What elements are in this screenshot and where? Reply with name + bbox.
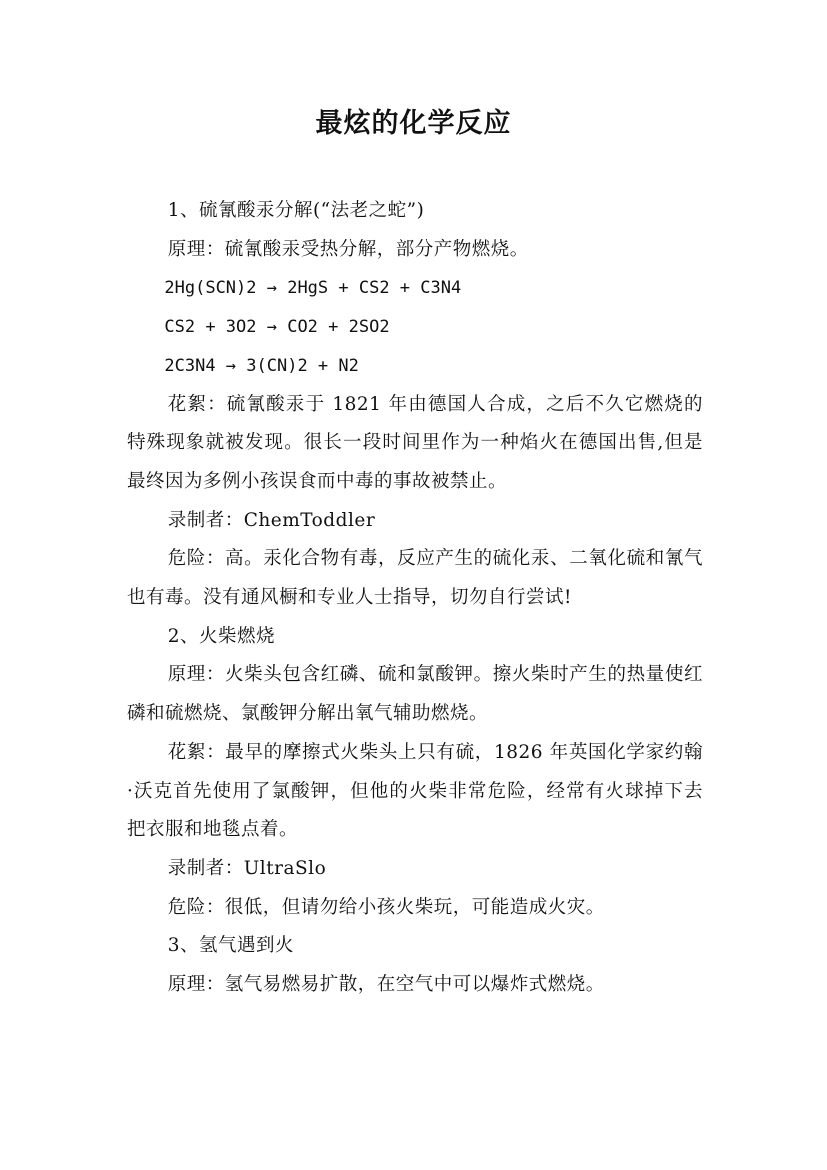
equation-line: CS2 + 3O2 → CO2 + 2SO2 xyxy=(164,317,390,338)
equation-line: 2C3N4 → 3(CN)2 + N2 xyxy=(164,355,359,376)
principle-paragraph: 原理：火柴头包含红磷、硫和氯酸钾。擦火柴时产生的热量使红磷和硫燃烧、氯酸钾分解出氧气辅助燃烧。 xyxy=(127,664,703,725)
equation-line: 2Hg(SCN)2 → 2HgS + CS2 + C3N4 xyxy=(164,278,462,299)
recorder-line: 录制者：UltraSlo xyxy=(167,857,327,879)
trivia-paragraph: 花絮：硫氰酸汞于 1821 年由德国人合成，之后不久它燃烧的特殊现象就被发现。很长一段时间里作为一种焰火在德国出售,但是最终因为多例小孩误食而中毒的事故被禁止。 xyxy=(127,393,703,492)
document-body xyxy=(127,192,703,1005)
section-heading: 2、火柴燃烧 xyxy=(167,625,275,647)
principle-paragraph: 原理：氢气易燃易扩散，在空气中可以爆炸式燃烧。 xyxy=(167,974,605,996)
recorder-line: 录制者：ChemToddler xyxy=(167,509,376,531)
danger-paragraph: 危险：高。汞化合物有毒，反应产生的硫化汞、二氧化硫和氰气也有毒。没有通风橱和专业人士指导，切勿自行尝试! xyxy=(127,548,703,609)
trivia-paragraph: 花絮：最早的摩擦式火柴头上只有硫，1826 年英国化学家约翰·沃克首先使用了氯酸钾，但他的火柴非常危险，经常有火球掉下去把衣服和地毯点着。 xyxy=(127,741,703,841)
danger-paragraph: 危险：很低，但请勿给小孩火柴玩，可能造成火灾。 xyxy=(167,896,605,918)
section-heading: 3、氢气遇到火 xyxy=(167,935,294,957)
document-title: 最炫的化学反应 xyxy=(315,108,512,139)
section-heading: 1、硫氰酸汞分解(“法老之蛇”) xyxy=(167,200,425,221)
principle-paragraph: 原理：硫氰酸汞受热分解，部分产物燃烧。 xyxy=(167,238,529,260)
